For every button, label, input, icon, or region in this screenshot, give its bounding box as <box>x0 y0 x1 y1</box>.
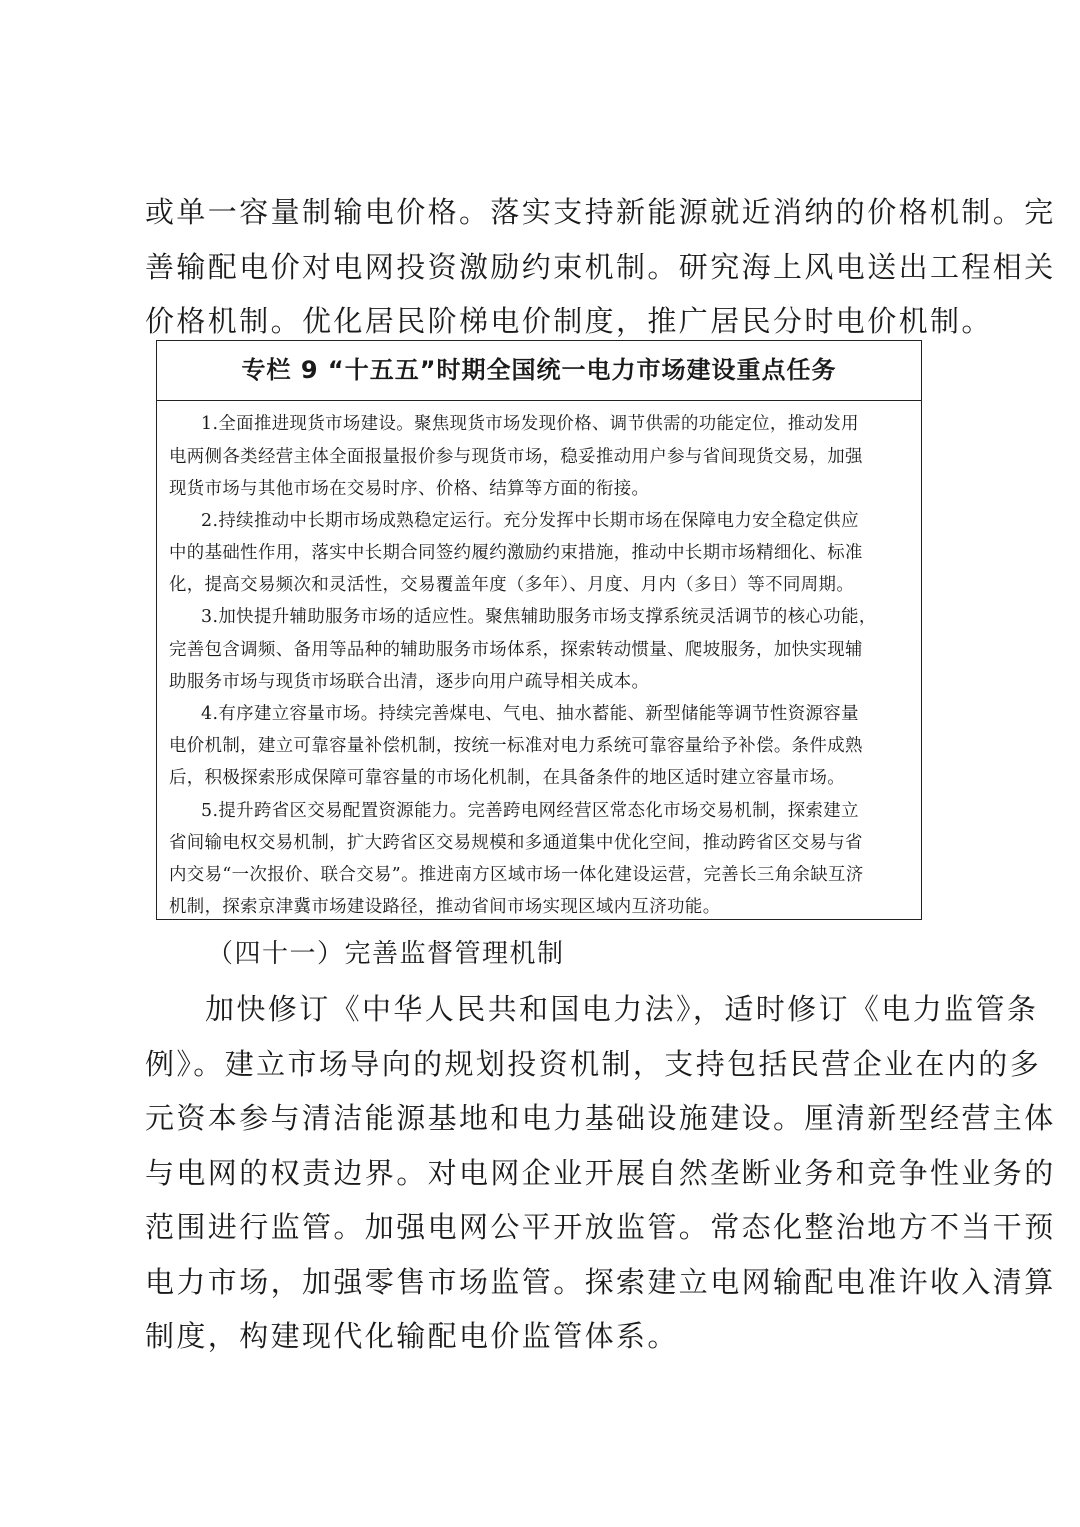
paragraph-line: 与电网的权责边界。对电网企业开展自然垄断业务和竞争性业务的 <box>145 1156 1056 1190</box>
paragraph-line: 范围进行监管。加强电网公平开放监管。常态化整治地方不当干预 <box>145 1210 1056 1244</box>
column-title: 专栏 9 “十五五”时期全国统一电力市场建设重点任务 <box>157 341 921 401</box>
box-line: 1.全面推进现货市场建设。聚焦现货市场发现价格、调节供需的功能定位，推动发用 <box>201 414 859 434</box>
box-line: 机制，探索京津冀市场建设路径，推动省间市场实现区域内互济功能。 <box>169 897 721 917</box>
box-line: 2.持续推动中长期市场成熟稳定运行。充分发挥中长期市场在保障电力安全稳定供应 <box>201 511 859 531</box>
box-line: 电价机制，建立可靠容量补偿机制，按统一标准对电力系统可靠容量给予补偿。条件成熟 <box>169 736 863 756</box>
box-line: 内交易“一次报价、联合交易”。推进南方区域市场一体化建设运营，完善长三角余缺互济 <box>169 865 864 885</box>
paragraph-line: 元资本参与清洁能源基地和电力基础设施建设。厘清新型经营主体 <box>145 1101 1056 1135</box>
box-line: 现货市场与其他市场在交易时序、价格、结算等方面的衔接。 <box>169 479 650 499</box>
box-line: 完善包含调频、备用等品种的辅助服务市场体系，探索转动惯量、爬坡服务，加快实现辅 <box>169 640 863 660</box>
box-line: 后，积极探索形成保障可靠容量的市场化机制，在具备条件的地区适时建立容量市场。 <box>169 768 846 788</box>
box-line: 4.有序建立容量市场。持续完善煤电、气电、抽水蓄能、新型储能等调节性资源容量 <box>201 704 859 724</box>
box-line: 中的基础性作用，落实中长期合同签约履约激励约束措施，推动中长期市场精细化、标准 <box>169 543 863 563</box>
paragraph-line: 电力市场，加强零售市场监管。探索建立电网输配电准许收入清算 <box>145 1265 1056 1299</box>
box-line: 电两侧各类经营主体全面报量报价参与现货市场，稳妥推动用户参与省间现货交易，加强 <box>169 447 863 467</box>
box-line: 3.加快提升辅助服务市场的适应性。聚焦辅助服务市场支撑系统灵活调节的核心功能， <box>201 607 877 627</box>
paragraph-line: 善输配电价对电网投资激励约束机制。研究海上风电送出工程相关 <box>145 250 1056 284</box>
box-line: 助服务市场与现货市场联合出清，逐步向用户疏导相关成本。 <box>169 672 650 692</box>
paragraph-line: 或单一容量制输电价格。落实支持新能源就近消纳的价格机制。完 <box>145 195 1056 229</box>
paragraph-line: 加快修订《中华人民共和国电力法》，适时修订《电力监管条 <box>205 992 1039 1026</box>
box-line: 省间输电权交易机制，扩大跨省区交易规模和多通道集中优化空间，推动跨省区交易与省 <box>169 833 863 853</box>
box-line: 化，提高交易频次和灵活性，交易覆盖年度（多年）、月度、月内（多日）等不同周期。 <box>169 575 855 595</box>
column-box <box>156 340 922 920</box>
box-line: 5.提升跨省区交易配置资源能力。完善跨电网经营区常态化市场交易机制，探索建立 <box>201 801 859 821</box>
paragraph-line: 价格机制。优化居民阶梯电价制度，推广居民分时电价机制。 <box>145 304 993 338</box>
section-heading: （四十一）完善监督管理机制 <box>207 939 565 969</box>
paragraph-line: 例》。建立市场导向的规划投资机制，支持包括民营企业在内的多 <box>145 1047 1042 1081</box>
paragraph-line: 制度，构建现代化输配电价监管体系。 <box>145 1319 679 1353</box>
